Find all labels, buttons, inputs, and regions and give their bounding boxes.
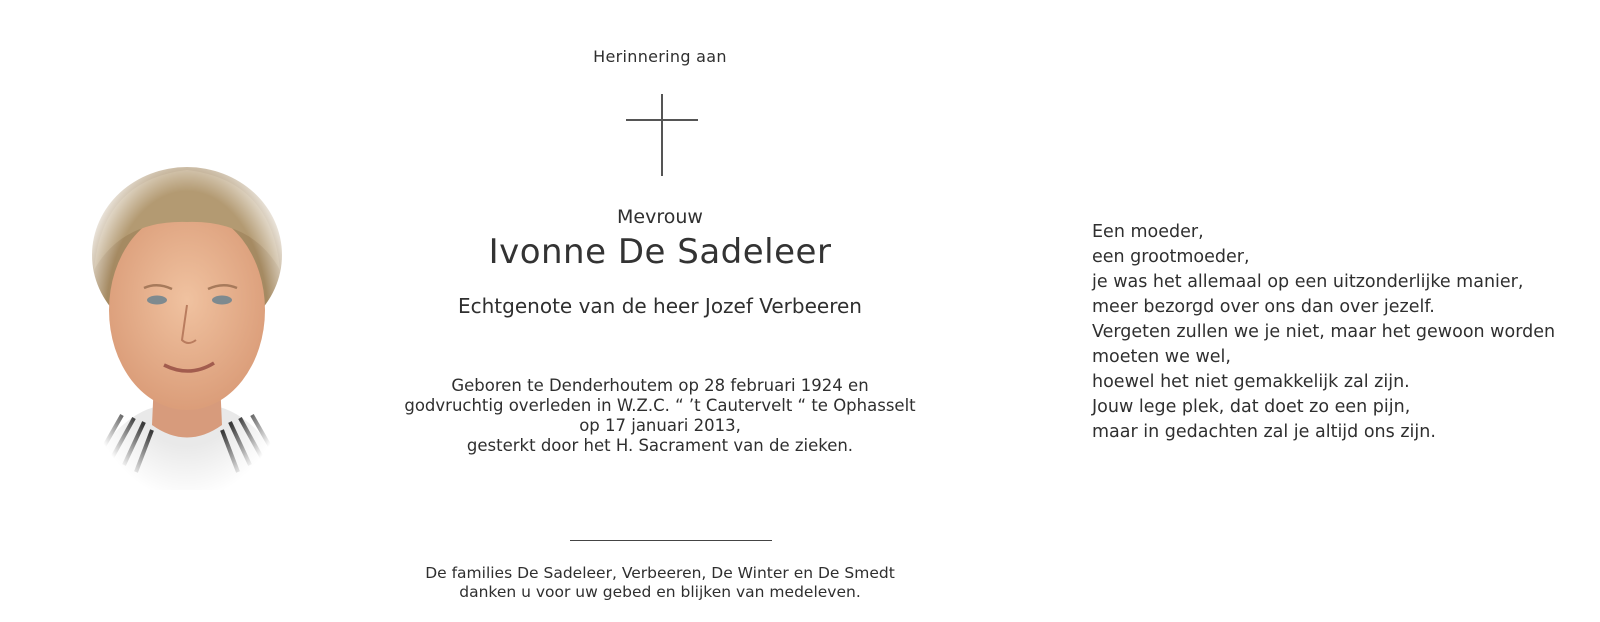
bio-line: op 17 januari 2013, — [579, 416, 741, 435]
poem-line: je was het allemaal op een uitzonderlijke manier, — [1092, 272, 1524, 292]
bio-line: gesterkt door het H. Sacrament van de zieken. — [466, 436, 854, 455]
intro-text: Herinnering aan — [593, 47, 727, 66]
bio-line: Geboren te Denderhoutem op 28 februari 1924 en — [451, 376, 869, 395]
poem-line: moeten we wel, — [1092, 347, 1231, 367]
spouse-line: Echtgenote van de heer Jozef Verbeeren — [458, 294, 862, 318]
portrait-photo — [82, 160, 292, 490]
divider — [570, 540, 772, 541]
poem-line: een grootmoeder, — [1092, 247, 1250, 267]
poem — [1092, 220, 1592, 445]
poem-line: meer bezorgd over ons dan over jezelf. — [1092, 297, 1435, 317]
poem-line: Een moeder, — [1092, 222, 1204, 242]
poem-line: Vergeten zullen we je niet, maar het gewoon worden — [1092, 322, 1556, 342]
cross-icon — [626, 94, 698, 176]
bio-line: godvruchtig overleden in W.Z.C. “ ’t Cautervelt “ te Ophasselt — [404, 396, 916, 415]
poem-line: Jouw lege plek, dat doet zo een pijn, — [1092, 397, 1411, 417]
poem-line: maar in gedachten zal je altijd ons zijn. — [1092, 422, 1436, 442]
biography — [390, 376, 930, 456]
thanks-text — [390, 564, 930, 602]
poem-line: hoewel het niet gemakkelijk zal zijn. — [1092, 372, 1410, 392]
thanks-line: danken u voor uw gebed en blijken van medeleven. — [459, 583, 861, 601]
thanks-line: De families De Sadeleer, Verbeeren, De Winter en De Smedt — [425, 564, 895, 582]
salutation: Mevrouw — [617, 206, 703, 228]
deceased-name: Ivonne De Sadeleer — [488, 232, 832, 272]
